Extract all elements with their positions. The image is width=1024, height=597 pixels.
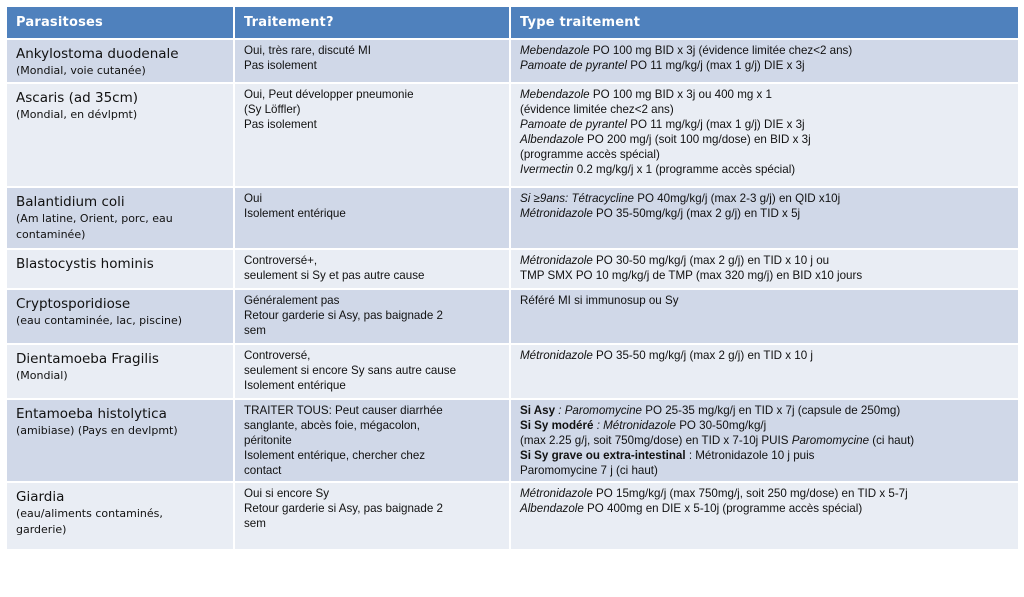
drug-name: Mebendazole [520, 44, 590, 57]
treatment-type-cell [510, 344, 1018, 399]
dosage-text: Paromomycine 7 j (ci haut) [520, 464, 658, 477]
dosage-text: (ci haut) [869, 434, 915, 447]
treatment-line: sem [244, 324, 266, 337]
parasite-cell [7, 39, 234, 83]
treatment-type-line [520, 501, 1009, 516]
treatment-line: TRAITER TOUS: Peut causer diarrhée [244, 404, 443, 417]
treatment-line: Controversé+, [244, 254, 318, 267]
treatment-line: seulement si Sy et pas autre cause [244, 269, 425, 282]
parasite-name: Entamoeba histolytica [16, 406, 167, 422]
dosage-text: (max 2.25 g/j, soit 750mg/dose) en TID x 7-10j PUIS [520, 434, 792, 447]
parasite-name: Cryptosporidiose [16, 296, 131, 312]
treatment-type-cell [510, 289, 1018, 344]
treatment-line: Pas isolement [244, 118, 317, 131]
table-row [7, 39, 1018, 83]
parasite-context: (Mondial) [16, 369, 68, 382]
dosage-text: (programme accès spécial) [520, 148, 660, 161]
treatment-type-line [520, 206, 1009, 221]
parasite-context: (Am latine, Orient, porc, eau [16, 212, 173, 225]
treatment-type-cell [510, 83, 1018, 187]
treatment-type-line [520, 418, 1009, 433]
table-row [7, 249, 1018, 289]
parasite-context: (amibiase) (Pays en devlpmt) [16, 424, 178, 437]
treatment-line: Retour garderie si Asy, pas baignade 2 [244, 502, 443, 515]
dosage-text: Référé MI si immunosup ou Sy [520, 294, 679, 307]
treatment-type-line [520, 463, 1009, 478]
treatment-type-line [520, 87, 1009, 102]
treatment-line: contact [244, 464, 282, 477]
treatment-type-line [520, 117, 1009, 132]
treatment-cell [234, 249, 510, 289]
parasite-cell [7, 399, 234, 482]
treatment-type-line [520, 293, 1009, 308]
parasite-context: garderie) [16, 523, 67, 536]
treatment-cell [234, 399, 510, 482]
drug-name: Paromomycine [791, 434, 870, 447]
drug-name: Métronidazole [520, 254, 593, 267]
table-row [7, 289, 1018, 344]
treatment-type-line [520, 268, 1009, 283]
drug-name: Paromomycine [564, 404, 643, 417]
parasitoses-table-container [7, 7, 1018, 551]
dosage-text: 0.2 mg/kg/j x 1 (programme accès spécial) [573, 163, 796, 176]
parasitoses-table [7, 7, 1018, 551]
drug-name: Pamoate de pyrantel [520, 118, 627, 131]
dosage-text: Si Sy grave ou extra-intestinal [520, 449, 686, 462]
dosage-text: PO 200 mg/j (soit 100 mg/dose) en BID x 3j [583, 133, 811, 146]
treatment-type-line [520, 348, 1009, 363]
treatment-line: Isolement entérique [244, 207, 346, 220]
drug-name: Albendazole [520, 502, 584, 515]
treatment-cell [234, 187, 510, 249]
parasite-context: (eau contaminée, lac, piscine) [16, 314, 183, 327]
treatment-line: péritonite [244, 434, 292, 447]
drug-name: Si ≥9ans: Tétracycline [520, 192, 634, 205]
treatment-line: Oui si encore Sy [244, 487, 330, 500]
drug-name: Métronidazole [520, 349, 593, 362]
treatment-type-line [520, 132, 1009, 147]
table-row [7, 83, 1018, 187]
treatment-type-line [520, 448, 1009, 463]
drug-name: Albendazole [520, 133, 584, 146]
treatment-line: Oui, très rare, discuté MI [244, 44, 371, 57]
table-row [7, 482, 1018, 550]
treatment-line: sanglante, abcès foie, mégacolon, [244, 419, 420, 432]
dosage-text: PO 40mg/kg/j (max 2-3 g/j) en QID x10j [633, 192, 841, 205]
treatment-type-cell [510, 187, 1018, 249]
parasite-cell [7, 249, 234, 289]
treatment-line: (Sy Löffler) [244, 103, 301, 116]
treatment-line: sem [244, 517, 266, 530]
drug-name: Métronidazole [520, 487, 593, 500]
drug-name: Pamoate de pyrantel [520, 59, 627, 72]
treatment-cell [234, 83, 510, 187]
drug-name: : Métronidazole [593, 419, 676, 432]
parasite-name: Balantidium coli [16, 194, 125, 210]
treatment-line: Isolement entérique, chercher chez [244, 449, 426, 462]
treatment-type-cell [510, 482, 1018, 550]
dosage-text: Si Sy modéré [520, 419, 594, 432]
parasite-cell [7, 289, 234, 344]
treatment-type-line [520, 486, 1009, 501]
treatment-cell [234, 344, 510, 399]
treatment-type-line [520, 433, 1009, 448]
dosage-text: (évidence limitée chez<2 ans) [520, 103, 674, 116]
drug-name: Métronidazole [520, 207, 593, 220]
treatment-line: Isolement entérique [244, 379, 346, 392]
parasite-cell [7, 344, 234, 399]
dosage-text: PO 30-50mg/kg/j [675, 419, 767, 432]
treatment-cell [234, 39, 510, 83]
table-row [7, 187, 1018, 249]
treatment-line: Généralement pas [244, 294, 340, 307]
header-traitement: Traitement? [234, 7, 510, 39]
parasite-context: (Mondial, voie cutanée) [16, 64, 146, 77]
treatment-line: seulement si encore Sy sans autre cause [244, 364, 457, 377]
treatment-type-line [520, 162, 1009, 177]
drug-name: Mebendazole [520, 88, 590, 101]
dosage-text: PO 11 mg/kg/j (max 1 g/j) DIE x 3j [627, 59, 805, 72]
dosage-text: Si Asy [520, 404, 556, 417]
dosage-text: PO 11 mg/kg/j (max 1 g/j) DIE x 3j [627, 118, 805, 131]
dosage-text: PO 35-50 mg/kg/j (max 2 g/j) en TID x 10 j [592, 349, 813, 362]
treatment-cell [234, 482, 510, 550]
dosage-text: : Métronidazole 10 j puis [685, 449, 815, 462]
parasite-name: Ankylostoma duodenale [16, 46, 179, 62]
parasite-context: contaminée) [16, 228, 86, 241]
table-row [7, 344, 1018, 399]
parasite-name: Blastocystis hominis [16, 256, 154, 272]
treatment-line: Retour garderie si Asy, pas baignade 2 [244, 309, 443, 322]
treatment-type-cell [510, 39, 1018, 83]
treatment-type-line [520, 253, 1009, 268]
treatment-type-line [520, 147, 1009, 162]
dosage-text: PO 15mg/kg/j (max 750mg/j, soit 250 mg/dose) en TID x 5-7j [592, 487, 908, 500]
treatment-cell [234, 289, 510, 344]
table-row [7, 399, 1018, 482]
dosage-text: PO 30-50 mg/kg/j (max 2 g/j) en TID x 10 j ou [592, 254, 830, 267]
parasite-name: Giardia [16, 489, 65, 505]
dosage-text: PO 35-50mg/kg/j (max 2 g/j) en TID x 5j [592, 207, 801, 220]
treatment-type-line [520, 403, 1009, 418]
header-parasitoses: Parasitoses [7, 7, 234, 39]
parasite-context: (Mondial, en dévlpmt) [16, 108, 138, 121]
treatment-line: Pas isolement [244, 59, 317, 72]
dosage-text: PO 100 mg BID x 3j ou 400 mg x 1 [589, 88, 772, 101]
parasite-cell [7, 83, 234, 187]
treatment-line: Controversé, [244, 349, 311, 362]
parasite-name: Ascaris (ad 35cm) [16, 90, 139, 106]
treatment-type-line [520, 191, 1009, 206]
parasite-cell [7, 187, 234, 249]
dosage-text: PO 25-35 mg/kg/j en TID x 7j (capsule de 250mg) [642, 404, 901, 417]
dosage-text: PO 400mg en DIE x 5-10j (programme accès spécial) [583, 502, 863, 515]
parasite-context: (eau/aliments contaminés, [16, 507, 163, 520]
header-type-traitement: Type traitement [510, 7, 1018, 39]
treatment-type-cell [510, 399, 1018, 482]
drug-name: : [555, 404, 565, 417]
treatment-line: Oui [244, 192, 263, 205]
parasite-cell [7, 482, 234, 550]
dosage-text: TMP SMX PO 10 mg/kg/j de TMP (max 320 mg/j) en BID x10 jours [520, 269, 863, 282]
dosage-text: PO 100 mg BID x 3j (évidence limitée chez<2 ans) [589, 44, 853, 57]
treatment-type-line [520, 102, 1009, 117]
treatment-type-line [520, 58, 1009, 73]
treatment-type-line [520, 43, 1009, 58]
header-row [7, 7, 1018, 39]
treatment-line: Oui, Peut développer pneumonie [244, 88, 414, 101]
treatment-type-cell [510, 249, 1018, 289]
parasite-name: Dientamoeba Fragilis [16, 351, 159, 367]
drug-name: Ivermectin [520, 163, 574, 176]
